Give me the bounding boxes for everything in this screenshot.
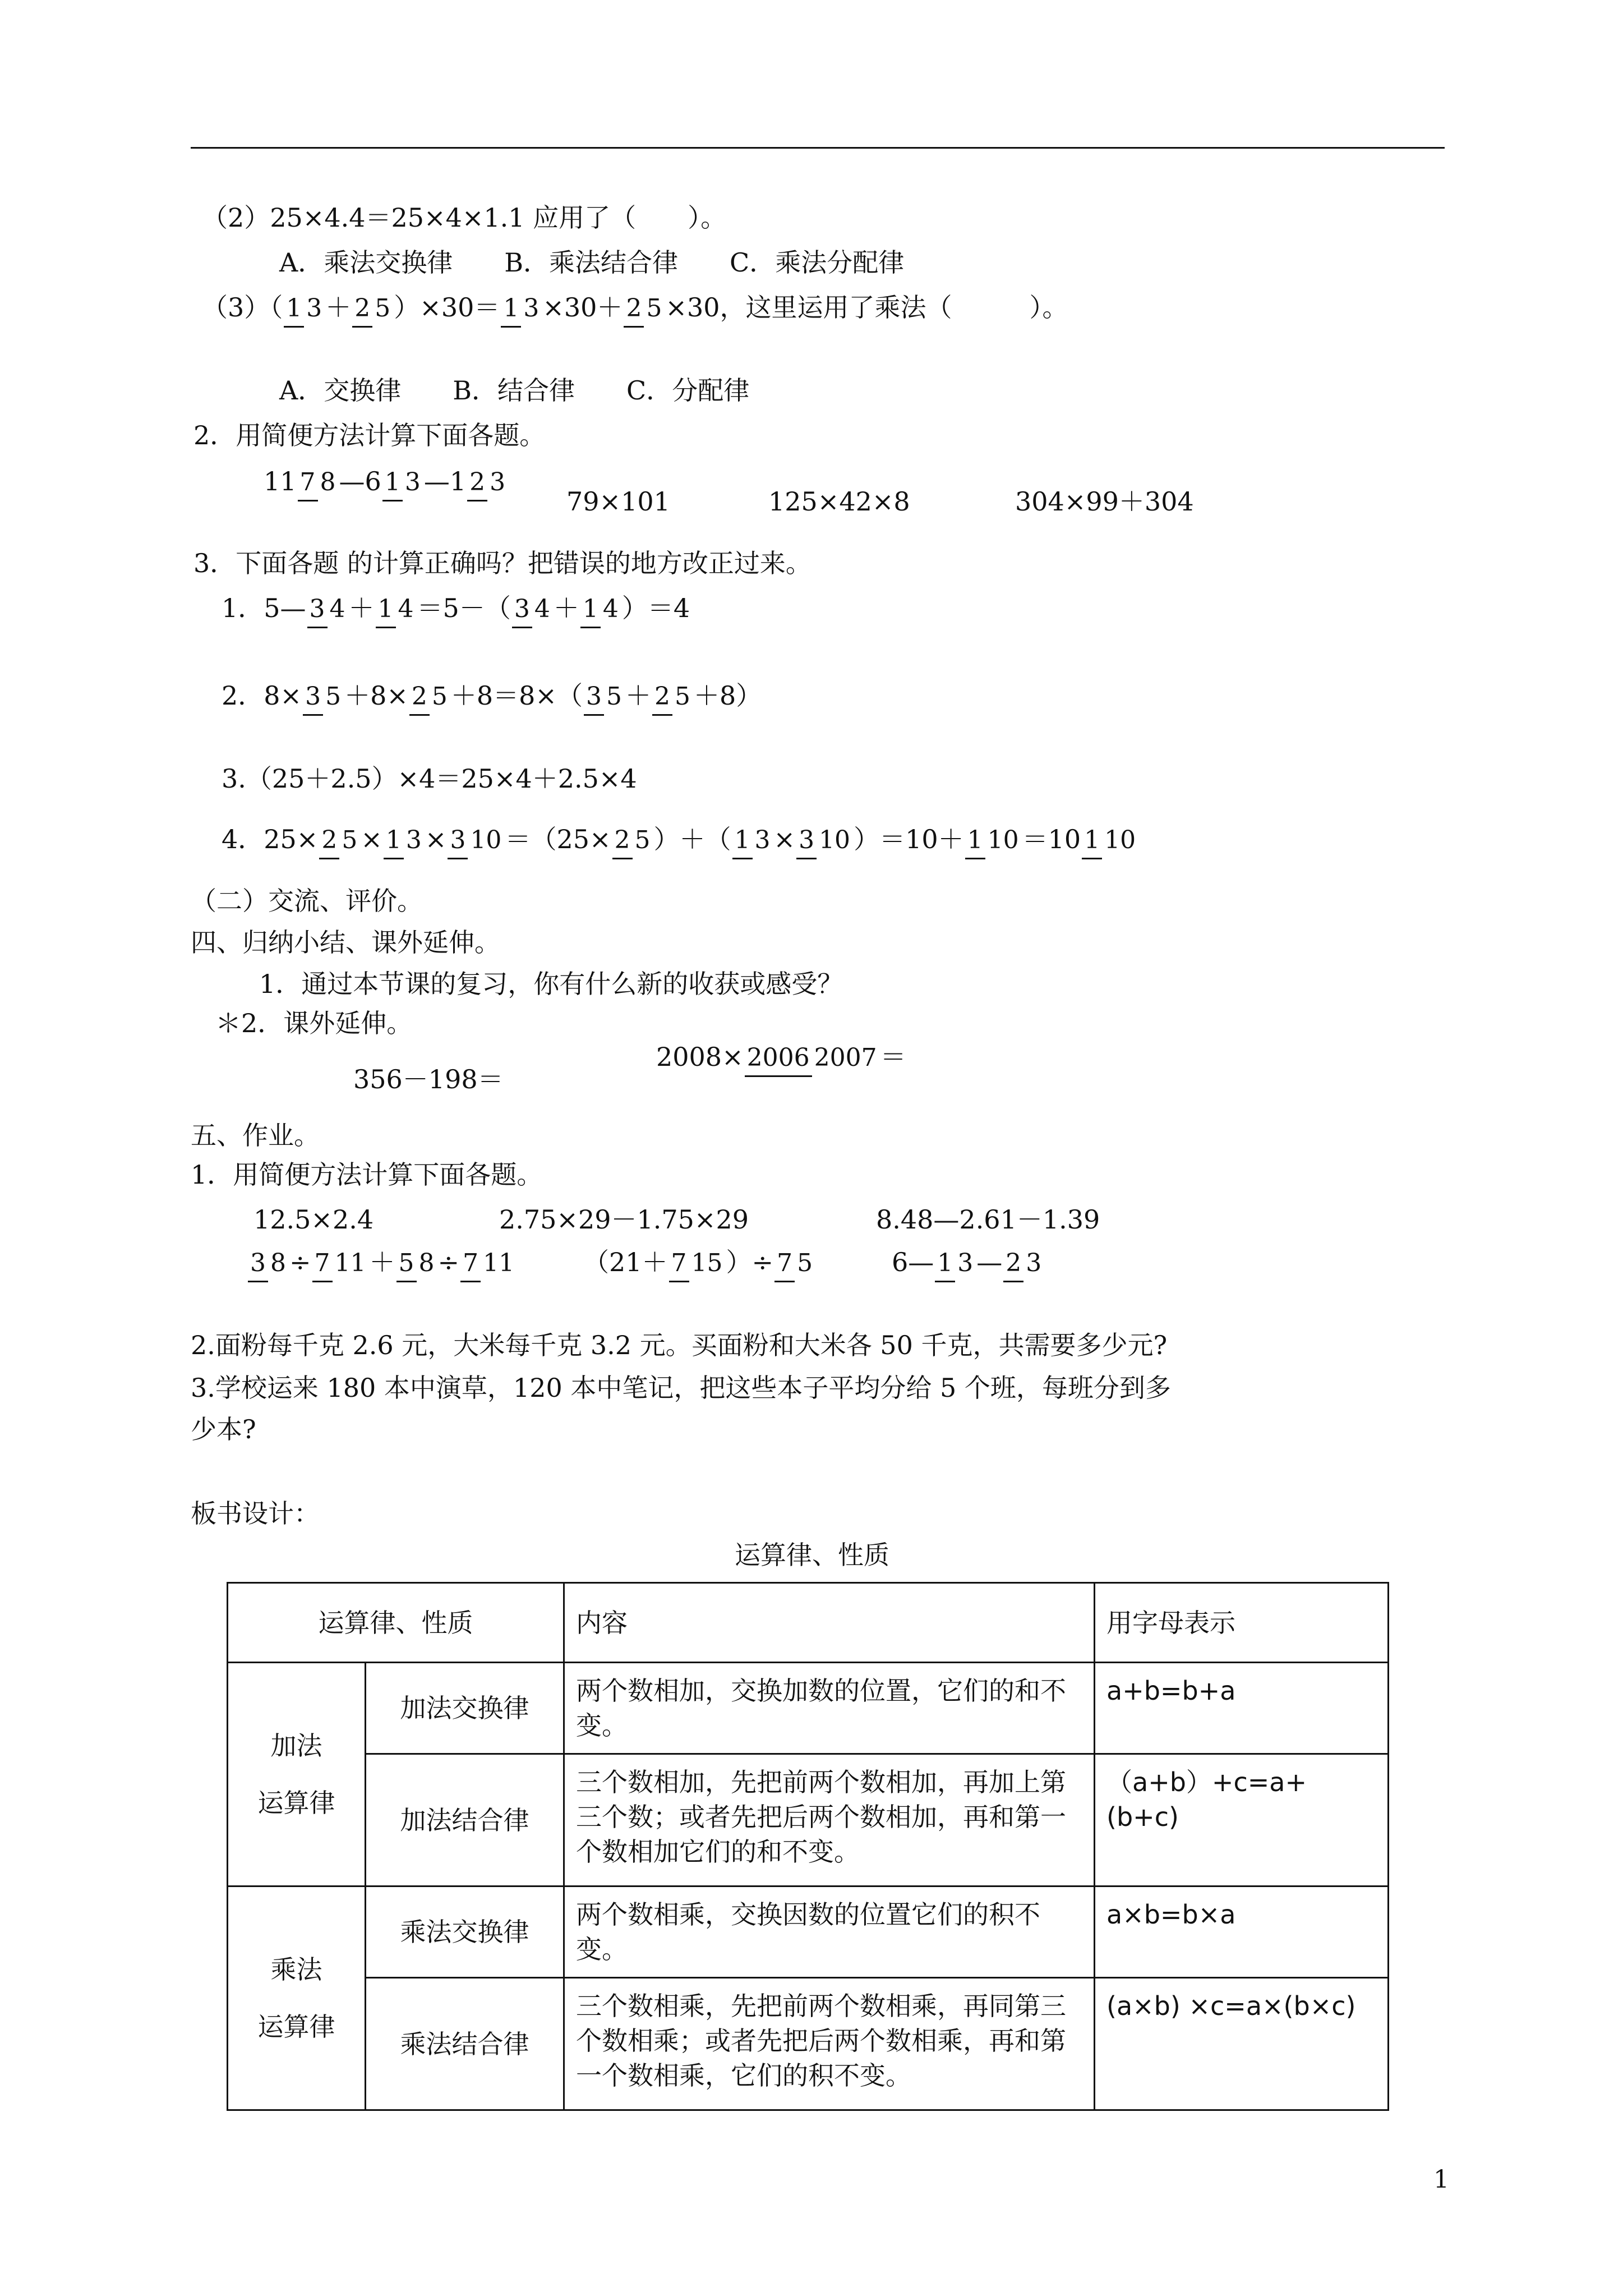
law-formula-cell: a+b=b+a [1095,1663,1389,1754]
fraction: 1 3 [284,295,324,321]
table-row [228,1754,1389,1887]
table-row [228,1887,1389,1978]
law-formula-cell: a×b=b×a [1095,1887,1389,1978]
homework-r2-c: 6— 1 3 — 2 3 [892,1246,1045,1278]
group-cell-multiplication: 乘法 运算律 [228,1887,366,2110]
law-content-cell: 两个数相乘，交换因数的位置它们的积不变。 [564,1887,1095,1978]
table-header-row [228,1583,1389,1663]
q3-options: A．交换律 B．结合律 C．分配律 [279,375,750,406]
law-formula-cell: （a+b）+c=a+(b+c) [1095,1754,1389,1887]
fraction: 7 8 [298,468,338,495]
q3-line: （3）（ 1 3 ＋ 2 5 ）×30＝ 1 3 ×30＋ 2 5 ×30，这里运用了乘法（ ）。 [202,292,1068,323]
exchange-heading: （二）交流、评价。 [191,886,423,916]
s2-expr2: 79×101 [566,486,670,517]
page-number: 1 [1433,2165,1449,2194]
board-table [227,1582,1389,2111]
law-name-cell: 加法交换律 [366,1663,564,1754]
extension-calc-1: 356－198＝ [353,1064,504,1094]
fraction: 2 5 [624,295,664,321]
header-cell-law: 运算律、性质 [228,1583,564,1663]
fraction: 1 3 [501,295,541,321]
fraction: 1 3 [382,468,423,495]
homework-sub: 1．用简便方法计算下面各题。 [191,1159,543,1190]
summary-heading: 四、归纳小结、课外延伸。 [191,927,500,958]
homework-heading: 五、作业。 [191,1120,320,1151]
s3-line1: 1．5— 3 4 ＋ 1 4 ＝5－（ 3 4 ＋ 1 4 ）＝4 [222,592,690,624]
fraction: 2 3 [467,468,508,495]
s3-line4: 4．25× 2 5 × 1 3 × 3 10 ＝（25× 2 5 ）＋（ 1 3 × 3 10 ）＝10＋ 1 10 ＝10 1 10 [222,823,1139,855]
s3-line3: 3.（25＋2.5）×4＝25×4＋2.5×4 [222,763,637,794]
s2-heading: 2．用简便方法计算下面各题。 [193,420,546,450]
group-cell-addition: 加法 运算律 [228,1663,366,1887]
board-label: 板书设计： [191,1498,320,1529]
s2-expr4: 304×99＋304 [1015,486,1194,517]
law-formula-cell: (a×b) ×c=a×(b×c) [1095,1978,1389,2110]
summary-item-2: ＊2．课外延伸。 [215,1008,413,1038]
table-row [228,1978,1389,2110]
extension-calc-2: 2008× 2006 2007 ＝ [656,1041,906,1073]
homework-problem-2: 2.面粉每千克 2.6 元，大米每千克 3.2 元。买面粉和大米各 50 千克，共需要多少元? [191,1330,1168,1360]
law-content-cell: 三个数相乘，先把前两个数相乘，再同第三个数相乘；或者先把后两个数相乘，再和第一个数相乘，它们的积不变。 [564,1978,1095,2110]
q2-options: A．乘法交换律 B．乘法结合律 C．乘法分配律 [279,247,905,278]
q2-text: （2）25×4.4＝25×4×1.1 应用了（ ）。 [202,203,727,233]
summary-item-1: 1．通过本节课的复习，你有什么新的收获或感受？ [259,969,843,999]
homework-problem-3b: 少本? [191,1414,256,1444]
law-content-cell: 三个数相加，先把前两个数相加，再加上第三个数；或者先把后两个数相加，再和第一个数相加它们的和不变。 [564,1754,1095,1887]
homework-problem-3a: 3.学校运来 180 本中演草，120 本中笔记，把这些本子平均分给 5 个班，每班分到多 [191,1373,1171,1403]
fraction: 2 5 [352,295,393,321]
law-content-cell: 两个数相加，交换加数的位置，它们的和不变。 [564,1663,1095,1754]
homework-r1-b: 2.75×29－1.75×29 [499,1204,749,1235]
header-cell-formula: 用字母表示 [1095,1583,1389,1663]
homework-r1-c: 8.48—2.61－1.39 [876,1204,1100,1235]
homework-r1-a: 12.5×2.4 [253,1204,374,1235]
s3-line2: 2．8× 3 5 ＋8× 2 5 ＋8＝8×（ 3 5 ＋ 2 5 ＋8） [222,680,762,711]
header-cell-content: 内容 [564,1583,1095,1663]
s2-expr3: 125×42×8 [768,486,910,517]
law-name-cell: 乘法结合律 [366,1978,564,2110]
homework-r2-a: 3 8 ÷ 7 11 ＋ 5 8 ÷ 7 11 [247,1246,518,1278]
header-rule [191,147,1445,149]
s3-heading: 3．下面各题 的计算正确吗？把错误的地方改正过来。 [193,548,811,578]
board-title: 运算律、性质 [735,1540,889,1570]
s2-expr1: 11 7 8 —6 1 3 —1 2 3 [264,466,509,497]
law-name-cell: 乘法交换律 [366,1887,564,1978]
homework-r2-b: （21＋ 7 15 ）÷ 7 5 [583,1246,816,1278]
table-row [228,1663,1389,1754]
law-name-cell: 加法结合律 [366,1754,564,1887]
